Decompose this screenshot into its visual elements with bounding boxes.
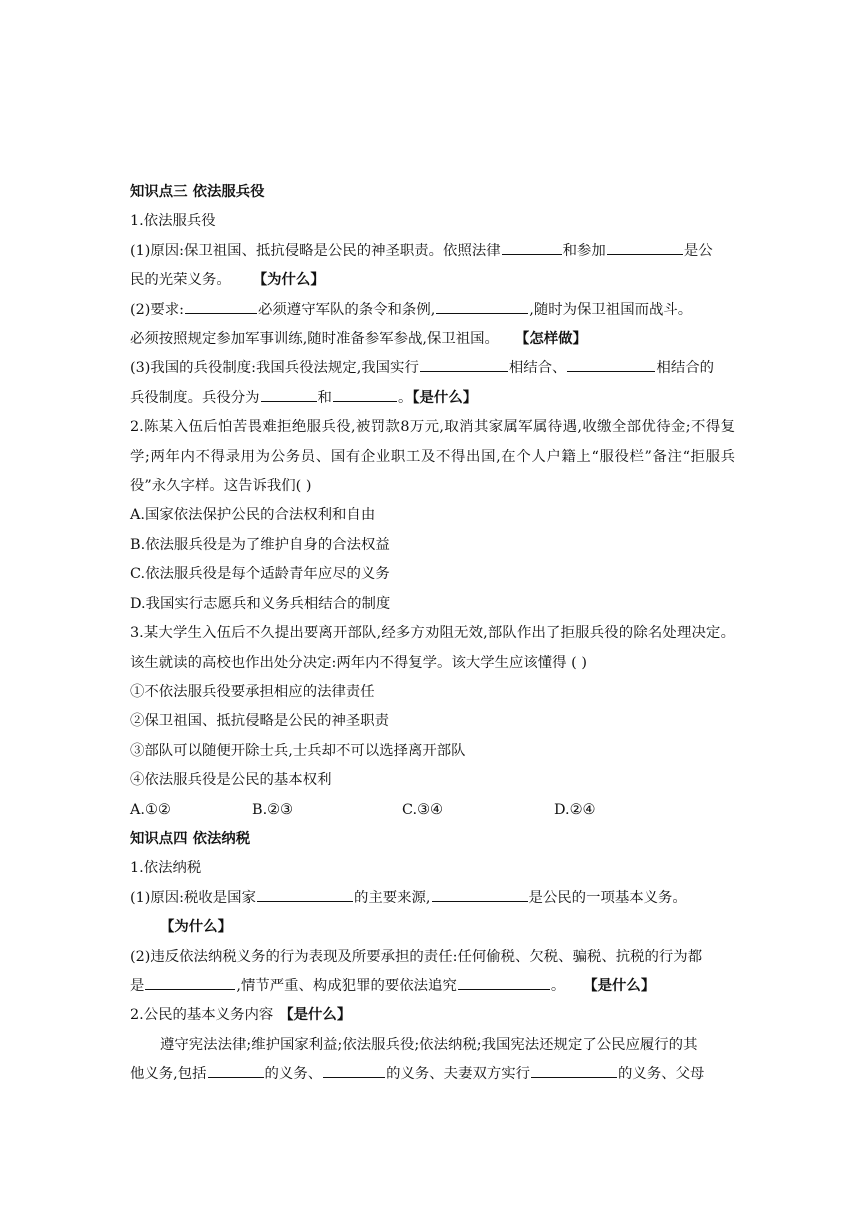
fill-in-blank[interactable] — [333, 386, 397, 402]
question-3-stem: 3.某大学生入伍后不久提出要离开部队,经多方劝阻无效,部队作出了拒服兵役的除名处理决定。该生就读的高校也作出处分决定:两年内不得复学。该大学生应该懂得 ( ) — [130, 625, 735, 671]
question-3-option-b[interactable]: B.②③ — [252, 801, 293, 818]
text-run: 是公 — [683, 242, 713, 259]
category-tag: 【是什么】 — [583, 977, 656, 994]
duties-title — [130, 1001, 735, 1030]
question-3-option-c[interactable]: C.③④ — [402, 801, 443, 818]
fill-in-blank[interactable] — [502, 239, 562, 255]
text-run: 的主要来源, — [353, 889, 431, 906]
fill-in-blank[interactable] — [323, 1062, 385, 1078]
category-tag: 【为什么】 — [252, 272, 325, 289]
fill-in-blank[interactable] — [257, 886, 353, 902]
question-3-item-3: ③部队可以随便开除士兵,士兵却不可以选择离开部队 — [130, 742, 466, 759]
fill-in-blank[interactable] — [458, 974, 550, 990]
question-3-item-2: ②保卫祖国、抵抗侵略是公民的神圣职责 — [130, 713, 390, 730]
text-run: 。 — [550, 977, 566, 994]
document-content — [130, 178, 735, 1090]
text-run: ,情节严重、构成犯罪的要依法追究 — [236, 977, 457, 994]
text-run: 2.公民的基本义务内容 — [130, 1007, 274, 1024]
text-run: 相结合的 — [656, 360, 714, 377]
system-paragraph-line-2 — [130, 384, 735, 413]
text-run: 和参加 — [562, 242, 606, 259]
requirement-paragraph-line-2 — [130, 325, 735, 354]
duties-paragraph-line-2 — [130, 1060, 735, 1089]
text-run: 和 — [317, 389, 332, 406]
category-tag: 【是什么】 — [412, 389, 478, 406]
question-2-option-d[interactable]: D.我国实行志愿兵和义务兵相结合的制度 — [130, 595, 391, 612]
text-run: 的义务、父母 — [618, 1066, 705, 1083]
text-run: (2)要求: — [130, 301, 185, 318]
question-3-item-4: ④依法服兵役是公民的基本权利 — [130, 772, 332, 789]
section-heading-3: 知识点三 依法服兵役 — [130, 184, 265, 200]
text-run: 民的光荣义务。 — [130, 272, 231, 289]
text-run: 的义务、 — [264, 1066, 323, 1083]
question-3-option-a[interactable]: A.①② — [130, 801, 171, 818]
category-tag: 【为什么】 — [160, 919, 232, 936]
text-run: 是 — [130, 977, 145, 994]
question-3-options — [130, 796, 735, 825]
fill-in-blank[interactable] — [420, 356, 508, 372]
text-run: ,随时为保卫祖国而战斗。 — [529, 301, 693, 318]
category-tag: 【是什么】 — [279, 1007, 352, 1024]
text-run: 必须遵守军队的条令和条例, — [258, 301, 436, 318]
text-run: (1)原因:保卫祖国、抵抗侵略是公民的神圣职责。依照法律 — [130, 242, 501, 259]
fill-in-blank[interactable] — [436, 298, 528, 314]
question-3-option-d[interactable]: D.②④ — [554, 801, 596, 818]
subheading-1: 1.依法纳税 — [130, 860, 202, 877]
tax-reason-line-2 — [130, 913, 735, 942]
subheading-1: 1.依法服兵役 — [130, 213, 216, 230]
fill-in-blank[interactable] — [261, 386, 317, 402]
text-run: 必须按照规定参加军事训练,随时准备参军参战,保卫祖国。 — [130, 331, 499, 348]
reason-paragraph-line-2 — [130, 266, 735, 295]
fill-in-blank[interactable] — [567, 356, 655, 372]
text-run: 他义务,包括 — [130, 1066, 207, 1083]
question-2-option-a[interactable]: A.国家依法保护公民的合法权利和自由 — [130, 507, 376, 524]
category-tag: 【怎样做】 — [514, 331, 587, 348]
fill-in-blank[interactable] — [607, 239, 683, 255]
text-run: (3)我国的兵役制度:我国兵役法规定,我国实行 — [130, 360, 419, 377]
system-paragraph-line-1 — [130, 354, 735, 383]
tax-violation-line-1: (2)违反依法纳税义务的行为表现及所要承担的责任:任何偷税、欠税、骗税、抗税的行为都 — [130, 948, 703, 965]
tax-reason-line-1 — [130, 884, 735, 913]
text-run: (1)原因:税收是国家 — [130, 889, 256, 906]
text-run: 相结合、 — [508, 360, 567, 377]
fill-in-blank[interactable] — [145, 974, 235, 990]
text-run: 。 — [397, 389, 413, 406]
tax-violation-line-2 — [130, 972, 735, 1001]
text-run: 的义务、夫妻双方实行 — [386, 1066, 531, 1083]
fill-in-blank[interactable] — [531, 1062, 617, 1078]
requirement-paragraph-line-1 — [130, 296, 735, 325]
duties-paragraph-line-1: 遵守宪法法律;维护国家利益;依法服兵役;依法纳税;我国宪法还规定了公民应履行的其 — [160, 1036, 698, 1053]
question-2-option-c[interactable]: C.依法服兵役是每个适龄青年应尽的义务 — [130, 566, 390, 583]
text-run: 是公民的一项基本义务。 — [528, 889, 687, 906]
question-2-option-b[interactable]: B.依法服兵役是为了维护自身的合法权益 — [130, 536, 390, 553]
section-heading-4: 知识点四 依法纳税 — [130, 830, 251, 847]
fill-in-blank[interactable] — [432, 886, 528, 902]
question-2-stem: 2.陈某入伍后怕苦畏难拒绝服兵役,被罚款8万元,取消其家属军属待遇,收缴全部优待金;不得复学;两年内不得录用为公务员、国有企业职工及不得出国,在个人户籍上“服役栏”备注“拒服兵役”永久字样。这告诉我们( ) — [130, 419, 735, 495]
fill-in-blank[interactable] — [208, 1062, 264, 1078]
fill-in-blank[interactable] — [185, 298, 257, 314]
reason-paragraph-line-1 — [130, 237, 735, 266]
text-run: 兵役制度。兵役分为 — [130, 389, 260, 406]
question-3-item-1: ①不依法服兵役要承担相应的法律责任 — [130, 683, 375, 700]
